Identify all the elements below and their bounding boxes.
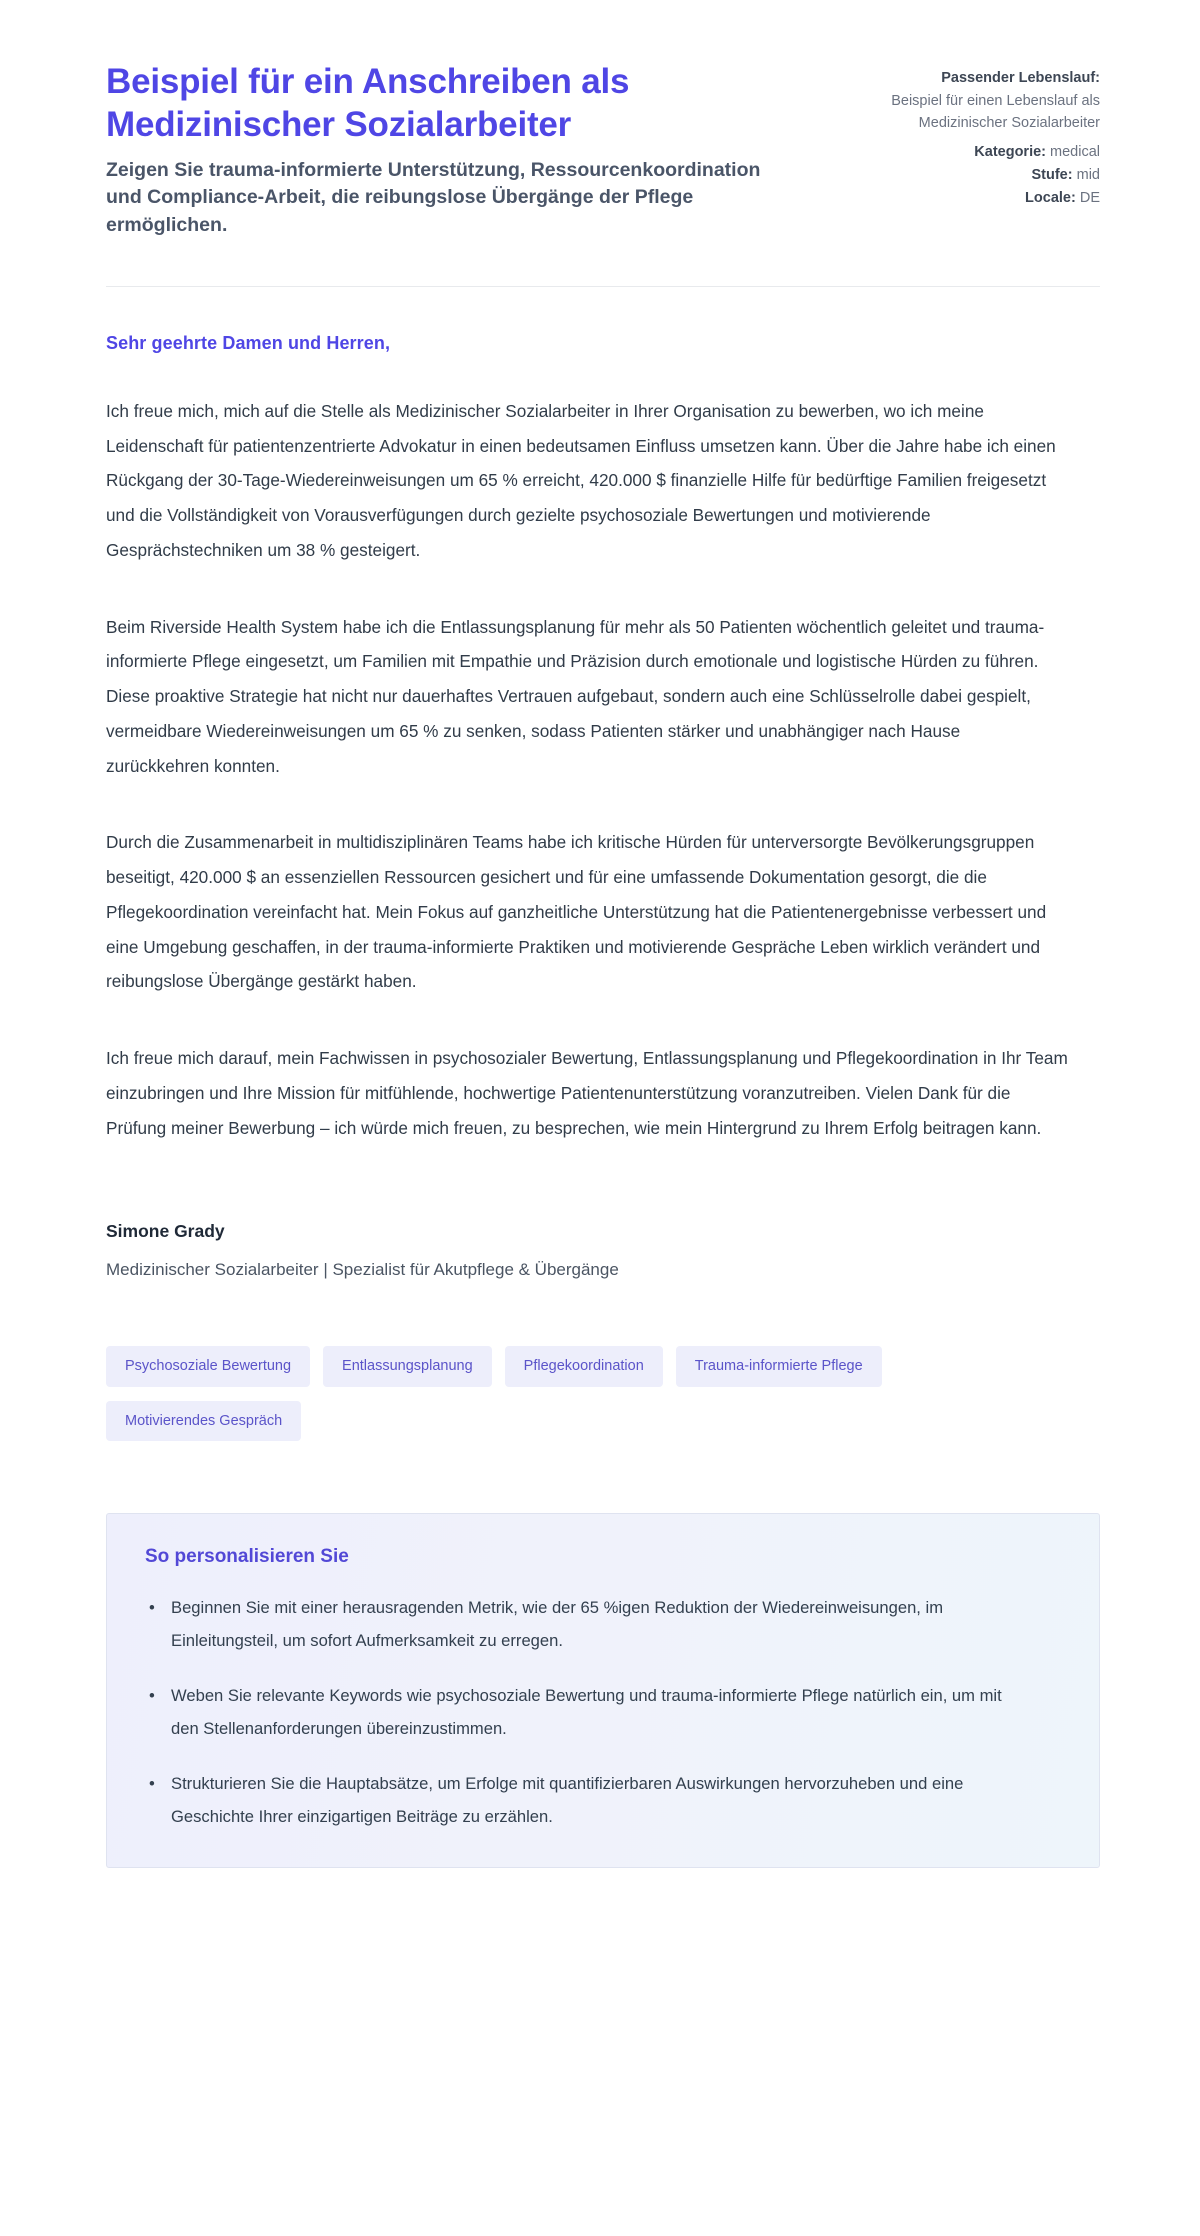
- meta-category-row: [850, 142, 1100, 164]
- meta-matching-resume-value-row: [850, 91, 1100, 135]
- skill-tag-list: [106, 1346, 1046, 1441]
- meta-matching-resume: [850, 68, 1100, 134]
- letter-paragraph: Durch die Zusammenarbeit in multidisziplinären Teams habe ich kritische Hürden für unterversorgte Bevölkerungsgruppen beseitigt, 420.000 $ an essenziellen Ressourcen gesichert und für eine umfassende Dokumentation gesorgt, die die Pflegekoordination vereinfacht hat. Mein Fokus auf ganzheitliche Unterstützung hat die Patientenergebnisse verbessert und eine Umgebung geschaffen, in der trauma-informierte Praktiken und motivierende Gespräche Leben wirklich verändert und reibungslose Übergänge gestärkt haben.: [106, 832, 1047, 992]
- tips-list: [145, 1592, 1061, 1833]
- meta-level-label: Stufe:: [1031, 167, 1073, 183]
- skill-tag[interactable]: Pflegekoordination: [505, 1346, 663, 1387]
- meta-level-row: [850, 165, 1100, 187]
- tips-heading: So personalisieren Sie: [145, 1546, 349, 1568]
- header-text-block: [106, 60, 810, 240]
- tip-text: Beginnen Sie mit einer herausragenden Metrik, wie der 65 %igen Reduktion der Wiedereinweisungen, im Einleitungsteil, um sofort Aufmerksamkeit zu erregen.: [171, 1598, 944, 1651]
- signature-name: Simone Grady: [106, 1221, 225, 1242]
- tip-text: Weben Sie relevante Keywords wie psychosoziale Bewertung und trauma-informierte Pflege natürlich ein, um mit den Stellenanforderungen übereinzustimmen.: [171, 1686, 1002, 1738]
- page-header: [106, 36, 1100, 240]
- letter-salutation: Sehr geehrte Damen und Herren,: [106, 332, 391, 353]
- skill-tag[interactable]: Trauma-informierte Pflege: [676, 1346, 882, 1387]
- bullet-icon: •: [149, 1598, 155, 1618]
- bullet-icon: •: [149, 1686, 155, 1706]
- page-title: Beispiel für ein Anschreiben als Medizinischer Sozialarbeiter: [106, 62, 630, 145]
- tip-list-item: [145, 1592, 1025, 1658]
- meta-locale-row: [850, 188, 1100, 210]
- meta-matching-resume-label: Passender Lebenslauf:: [941, 70, 1100, 86]
- signature-role: Medizinischer Sozialarbeiter | Spezialist für Akutpflege & Übergänge: [106, 1260, 619, 1280]
- skill-tag[interactable]: Psychosoziale Bewertung: [106, 1346, 310, 1387]
- skill-tag[interactable]: Entlassungsplanung: [323, 1346, 492, 1387]
- letter-paragraph: Ich freue mich darauf, mein Fachwissen in psychosozialer Bewertung, Entlassungsplanung und Pflegekoordination in Ihr Team einzubringen und Ihre Mission für mitfühlende, hochwertige Patientenunterstützung voranzutreiben. Vielen Dank für die Prüfung meiner Bewerbung – ich würde mich freuen, zu besprechen, wie mein Hintergrund zu Ihrem Erfolg beitragen kann.: [106, 1048, 1068, 1138]
- meta-category-value: medical: [1050, 144, 1100, 161]
- meta-matching-resume-label-row: [850, 68, 1100, 90]
- bullet-icon: •: [149, 1773, 155, 1793]
- meta-category-label: Kategorie:: [974, 144, 1046, 161]
- document-metadata: [850, 60, 1100, 211]
- meta-level-value: mid: [1076, 167, 1100, 183]
- personalization-tips-box: [106, 1513, 1100, 1868]
- cover-letter-body: [106, 287, 1100, 1281]
- letter-paragraph: Beim Riverside Health System habe ich die Entlassungsplanung für mehr als 50 Patienten wöchentlich geleitet und trauma-informierte Pflege eingesetzt, um Familien mit Empathie und Präzision durch emotionale und logistische Hürden zu führen. Diese proaktive Strategie hat nicht nur dauerhaftes Vertrauen aufgebaut, sondern auch eine Schlüsselrolle dabei gespielt, vermeidbare Wiedereinweisungen um 65 % zu senken, sodass Patienten stärker und unabhängiger nach Hause zurückkehren konnten.: [106, 616, 1045, 776]
- page-subtitle: Zeigen Sie trauma-informierte Unterstützung, Ressourcenkoordination und Compliance-Arbeit, die reibungslose Übergänge der Pflege ermöglichen.: [106, 158, 761, 237]
- letter-signature: [106, 1221, 1100, 1280]
- skill-tag[interactable]: Motivierendes Gespräch: [106, 1401, 301, 1442]
- meta-locale-value: DE: [1079, 189, 1100, 206]
- letter-paragraph: Ich freue mich, mich auf die Stelle als Medizinischer Sozialarbeiter in Ihrer Organisation zu bewerben, wo ich meine Leidenschaft für patientenzentrierte Advokatur in einen bedeutsamen Einfluss umsetzen kann. Über die Jahre habe ich einen Rückgang der 30-Tage-Wiedereinweisungen um 65 % erreicht, 420.000 $ finanzielle Hilfe für bedürftige Familien freigesetzt und die Vollständigkeit von Vorausverfügungen durch gezielte psychosoziale Bewertungen und motivierende Gesprächstechniken um 38 % gesteigert.: [106, 400, 1056, 560]
- tip-list-item: [145, 1680, 1025, 1746]
- meta-locale-label: Locale:: [1025, 189, 1076, 206]
- meta-matching-resume-value: Beispiel für einen Lebenslauf als Medizinischer Sozialarbeiter: [891, 92, 1100, 131]
- tip-text: Strukturieren Sie die Hauptabsätze, um Erfolge mit quantifizierbaren Auswirkungen hervorzuheben und eine Geschichte Ihrer einzigartigen Beiträge zu erzählen.: [171, 1773, 964, 1826]
- tip-list-item: [145, 1768, 1025, 1834]
